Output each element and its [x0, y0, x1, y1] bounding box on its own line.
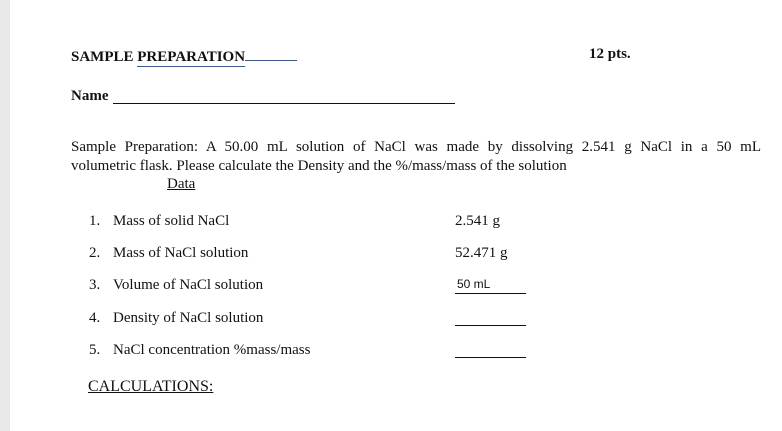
answer-line[interactable]	[455, 293, 526, 294]
page-margin	[0, 0, 10, 431]
name-field-line[interactable]	[113, 103, 455, 104]
item-number: 2.	[89, 245, 101, 261]
data-heading: Data	[167, 176, 196, 192]
item-number: 5.	[89, 342, 101, 358]
item-number: 1.	[89, 213, 101, 229]
item-value: 52.471 g	[455, 245, 508, 261]
item-label: Mass of solid NaCl	[113, 213, 230, 229]
instructions-line-1: Sample Preparation: A 50.00 mL solution of NaCl was made by dissolving 2.541 g NaCl in a 50 mL	[71, 139, 761, 155]
item-label: Density of NaCl solution	[113, 310, 264, 326]
calculations-heading: CALCULATIONS:	[88, 378, 214, 395]
item-number: 3.	[89, 277, 101, 293]
answer-line[interactable]	[455, 325, 526, 326]
item-label: Mass of NaCl solution	[113, 245, 249, 261]
item-value: 2.541 g	[455, 213, 500, 229]
instructions-paragraph	[71, 138, 761, 176]
answer-line[interactable]	[455, 357, 526, 358]
points-value: 12 pts.	[589, 46, 631, 62]
title-trailing-line	[245, 46, 297, 61]
document-title	[71, 46, 297, 66]
title-underlined: PREPARATION	[137, 49, 246, 65]
item-label: NaCl concentration %mass/mass	[113, 342, 311, 358]
name-label: Name	[71, 88, 109, 104]
title-plain: SAMPLE	[71, 49, 138, 65]
item-value: 50 mL	[457, 277, 491, 291]
item-number: 4.	[89, 310, 101, 326]
instructions-line-2: volumetric flask. Please calculate the Density and the %/mass/mass of the solution	[71, 158, 567, 174]
item-label: Volume of NaCl solution	[113, 277, 264, 293]
